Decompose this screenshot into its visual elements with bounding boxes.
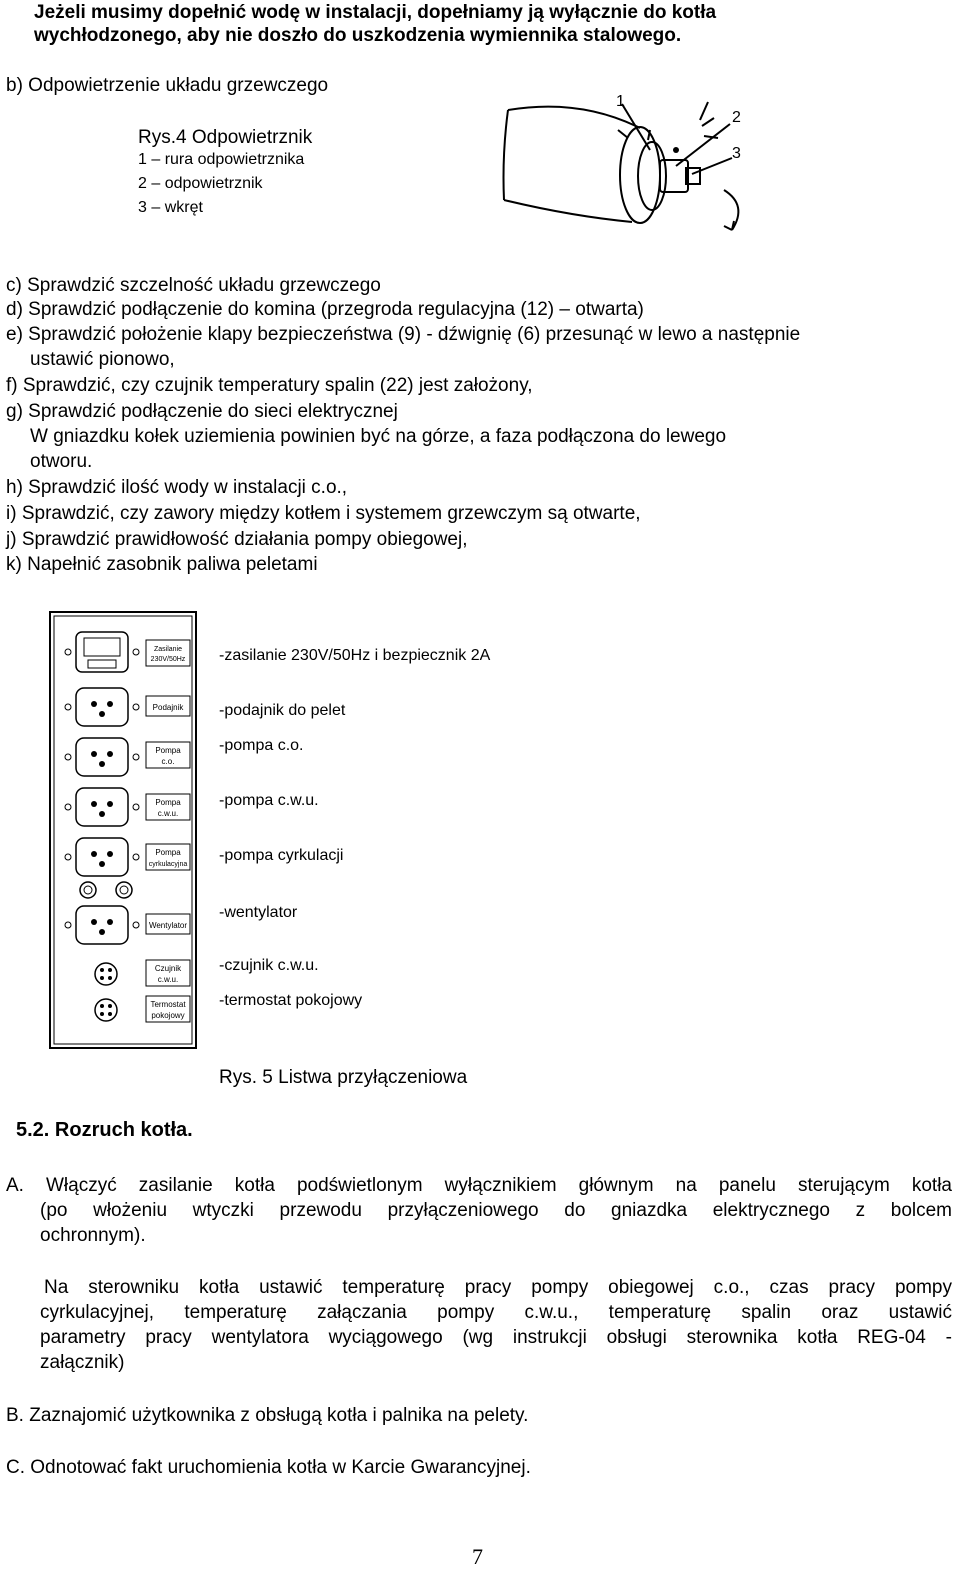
fig4-item-1: 1 – rura odpowietrznika	[138, 151, 305, 168]
check-e: e) Sprawdzić położenie klapy bezpieczeństwa (9) - dźwignię (6) przesunąć w lewo a następnie	[6, 324, 801, 345]
tag-wentylator: Wentylator	[148, 921, 188, 930]
check-i: i) Sprawdzić, czy zawory między kotłem i systemem grzewczym są otwarte,	[6, 503, 641, 524]
warning-line-2: wychłodzonego, aby nie doszło do uszkodzenia wymiennika stalowego.	[34, 25, 682, 46]
check-g-note: W gniazdku kołek uziemienia powinien być na górze, a faza podłączona do lewego	[30, 426, 727, 447]
desc-czujnik-cwu: -czujnik c.w.u.	[219, 957, 319, 974]
step-c: C. Odnotować fakt uruchomienia kotła w Karcie Gwarancyjnej.	[6, 1457, 531, 1478]
step-a-line-1: A. Włączyć zasilanie kotła podświetlonym wyłącznikiem głównym na panelu sterującym kotła	[6, 1175, 952, 1196]
svg-text:Czujnik: Czujnik	[154, 964, 182, 973]
svg-text:pokojowy: pokojowy	[151, 1011, 185, 1020]
check-g: g) Sprawdzić podłączenie do sieci elektrycznej	[6, 401, 398, 422]
svg-text:c.o.: c.o.	[161, 757, 175, 766]
step-a2-line-1: Na sterowniku kotła ustawić temperaturę pracy pompy obiegowej c.o., czas pracy pompy	[44, 1277, 952, 1298]
warning-line-1: Jeżeli musimy dopełnić wodę w instalacji, dopełniamy ją wyłącznie do kotła	[34, 2, 717, 23]
check-g-note-cont: otworu.	[30, 451, 93, 472]
section-b-heading: b) Odpowietrzenie układu grzewczego	[6, 75, 329, 96]
step-a2-line-2: cyrkulacyjnej, temperaturę załączania pompy c.w.u., temperaturę spalin oraz ustawić	[40, 1302, 952, 1323]
fig4-item-3: 3 – wkręt	[138, 199, 203, 216]
svg-text:Termostat: Termostat	[150, 1000, 186, 1009]
fig4-item-2: 2 – odpowietrznik	[138, 175, 263, 192]
svg-text:Zasilanie: Zasilanie	[153, 646, 183, 653]
svg-text:cyrkulacyjna: cyrkulacyjna	[148, 861, 188, 868]
desc-termostat: -termostat pokojowy	[219, 992, 363, 1009]
step-b: B. Zaznajomić użytkownika z obsługą kotła i palnika na pelety.	[6, 1405, 529, 1426]
svg-text:Pompa: Pompa	[155, 848, 181, 857]
desc-pompa-co: -pompa c.o.	[219, 737, 304, 754]
check-f: f) Sprawdzić, czy czujnik temperatury spalin (22) jest założony,	[6, 375, 533, 396]
step-a2-line-3: parametry pracy wentylatora wyciągowego (wg instrukcji obsługi sterownika kotła REG-04 -	[40, 1327, 952, 1348]
svg-text:Pompa: Pompa	[155, 746, 181, 755]
desc-wentylator: -wentylator	[219, 904, 298, 921]
fig5-caption: Rys. 5 Listwa przyłączeniowa	[219, 1067, 468, 1088]
step-a-line-3: ochronnym).	[40, 1225, 146, 1246]
svg-text:c.w.u.: c.w.u.	[157, 975, 179, 984]
callout-3: 3	[732, 145, 741, 162]
check-h: h) Sprawdzić ilość wody w instalacji c.o.,	[6, 477, 348, 498]
air-vent-drawing	[500, 90, 770, 240]
page-number: 7	[472, 1544, 483, 1569]
step-a2-line-4: załącznik)	[40, 1352, 125, 1373]
check-e-cont: ustawić pionowo,	[30, 349, 175, 370]
section-52-heading: 5.2. Rozruch kotła.	[16, 1119, 193, 1141]
connection-panel	[48, 610, 200, 1052]
desc-pompa-cyrkulacji: -pompa cyrkulacji	[219, 847, 344, 864]
step-a-line-2: (po włożeniu wtyczki przewodu przyłączeniowego do gniazdka elektrycznego z bolcem	[40, 1200, 952, 1221]
fig4-caption: Rys.4 Odpowietrznik	[138, 127, 313, 148]
tag-podajnik: Podajnik	[152, 703, 184, 712]
check-j: j) Sprawdzić prawidłowość działania pompy obiegowej,	[6, 529, 468, 550]
svg-text:Pompa: Pompa	[155, 798, 181, 807]
svg-text:c.w.u.: c.w.u.	[157, 809, 179, 818]
callout-2: 2	[732, 109, 741, 126]
check-d: d) Sprawdzić podłączenie do komina (przegroda regulacyjna (12) – otwarta)	[6, 299, 644, 320]
callout-1: 1	[616, 93, 625, 110]
desc-podajnik: -podajnik do pelet	[219, 702, 346, 719]
svg-text:230V/50Hz: 230V/50Hz	[150, 656, 186, 663]
check-c: c) Sprawdzić szczelność układu grzewczego	[6, 275, 381, 296]
check-k: k) Napełnić zasobnik paliwa peletami	[6, 554, 318, 575]
desc-pompa-cwu: -pompa c.w.u.	[219, 792, 319, 809]
desc-zasilanie: -zasilanie 230V/50Hz i bezpiecznik 2A	[219, 647, 491, 664]
